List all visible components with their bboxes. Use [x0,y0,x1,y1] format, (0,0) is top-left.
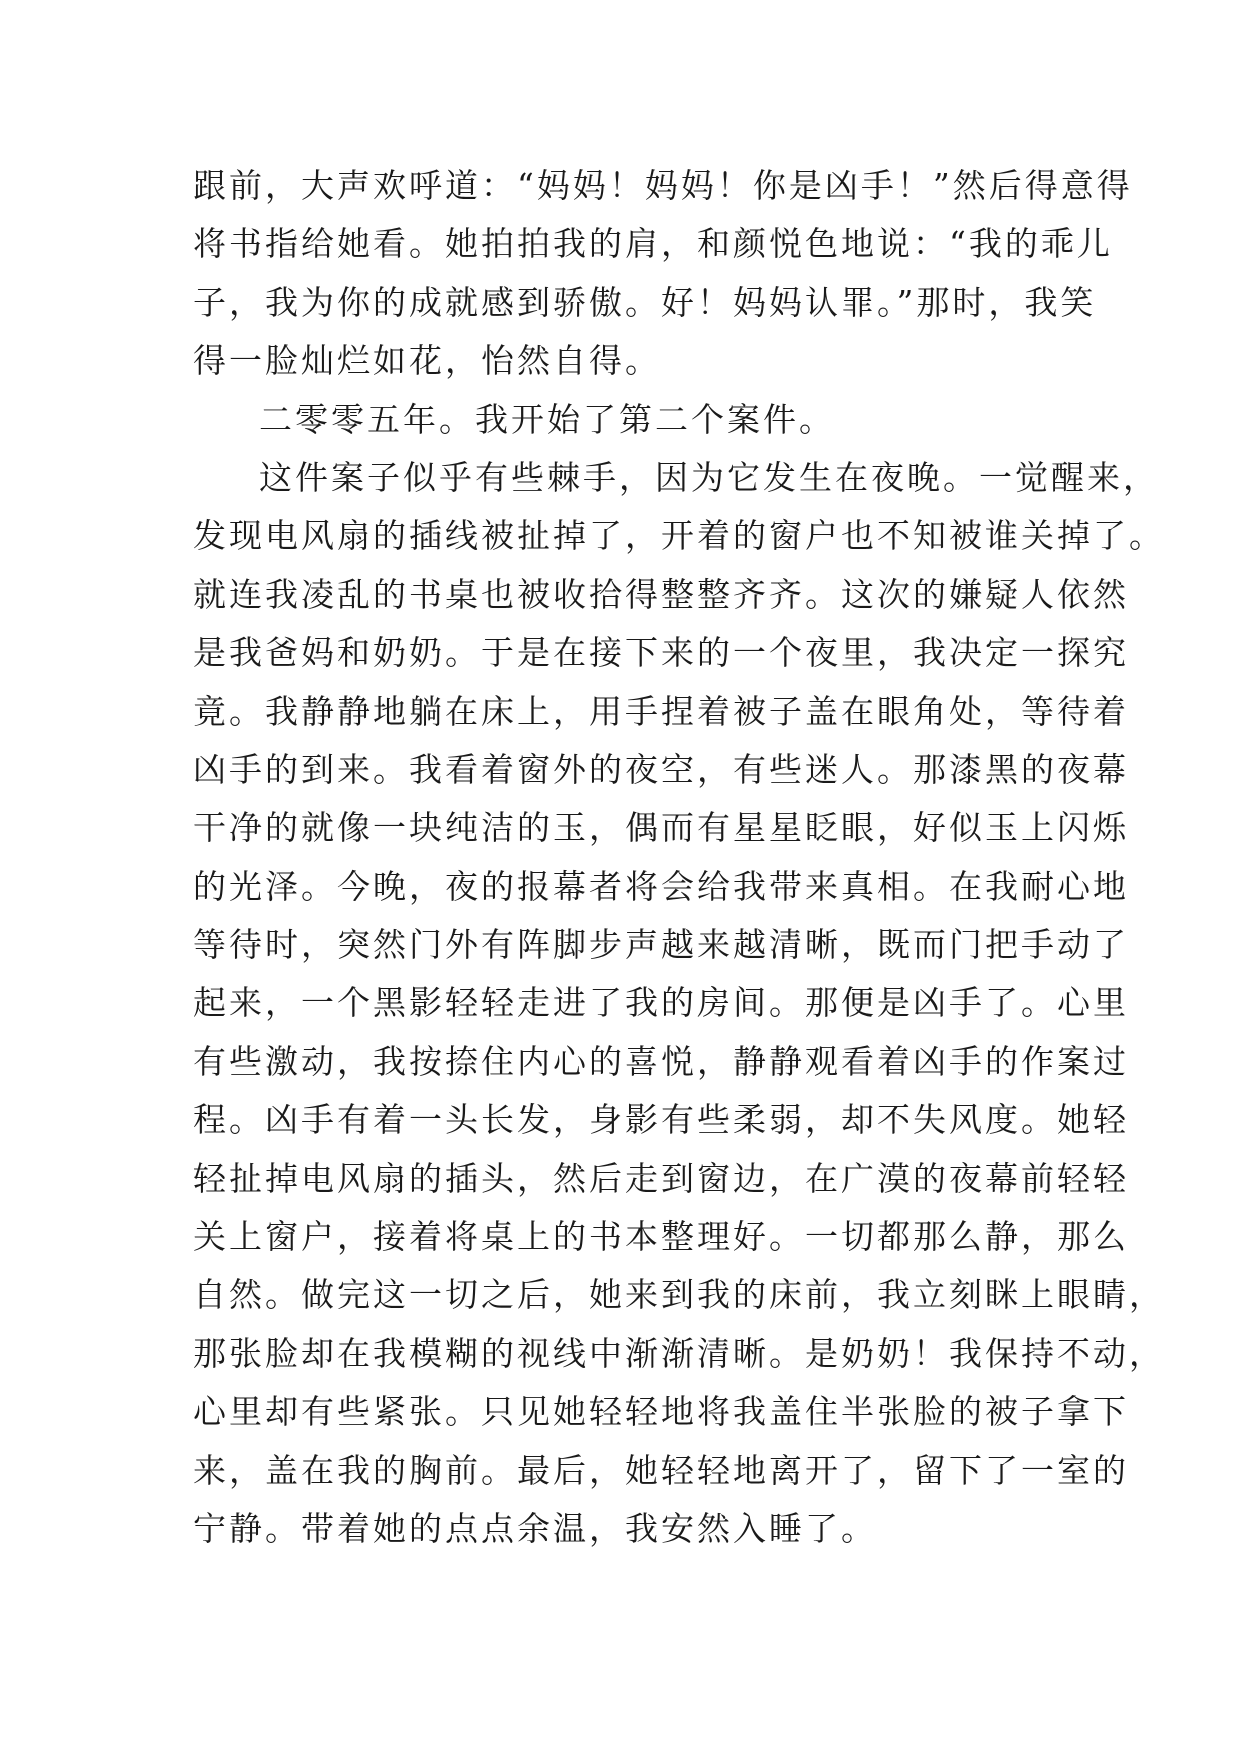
text-line: 程。凶手有着一头长发，身影有些柔弱，却不失风度。她轻 [193,1100,1129,1140]
text-line: 自然。做完这一切之后，她来到我的床前，我立刻眯上眼睛， [193,1275,1165,1315]
text-line: 关上窗户，接着将桌上的书本整理好。一切都那么静，那么 [193,1217,1129,1257]
text-line: 的光泽。今晚，夜的报幕者将会给我带来真相。在我耐心地 [193,866,1129,906]
text-line: 跟前，大声欢呼道：“妈妈！妈妈！你是凶手！”然后得意得 [193,166,1133,205]
text-line: 那张脸却在我模糊的视线中渐渐清晰。是奶奶！我保持不动， [193,1333,1165,1373]
text-line: 来，盖在我的胸前。最后，她轻轻地离开了，留下了一室的 [193,1450,1129,1490]
text-line: 干净的就像一块纯洁的玉，偶而有星星眨眼，好似玉上闪烁 [193,808,1129,848]
text-line: 凶手的到来。我看着窗外的夜空，有些迷人。那漆黑的夜幕 [193,749,1129,789]
text-line: 心里却有些紧张。只见她轻轻地将我盖住半张脸的被子拿下 [193,1392,1129,1432]
text-line: 竟。我静静地躺在床上，用手捏着被子盖在眼角处，等待着 [193,691,1129,731]
text-line: 有些激动，我按捺住内心的喜悦，静静观看着凶手的作案过 [193,1041,1129,1081]
text-line: 就连我凌乱的书桌也被收拾得整整齐齐。这次的嫌疑人依然 [193,574,1129,614]
text-line: 轻扯掉电风扇的插头，然后走到窗边，在广漠的夜幕前轻轻 [193,1158,1129,1198]
text-line: 子，我为你的成就感到骄傲。好！妈妈认罪。”那时，我笑 [193,282,1097,322]
text-line: 发现电风扇的插线被扯掉了，开着的窗户也不知被谁关掉了。 [193,516,1165,556]
text-line: 宁静。带着她的点点余温，我安然入睡了。 [193,1508,877,1548]
text-line: 得一脸灿烂如花，怡然自得。 [193,341,661,381]
body-text [193,157,1165,1558]
text-line: 是我爸妈和奶奶。于是在接下来的一个夜里，我决定一探究 [193,633,1129,673]
text-line: 等待时，突然门外有阵脚步声越来越清晰，既而门把手动了 [193,925,1129,965]
text-line: 将书指给她看。她拍拍我的肩，和颜悦色地说：“我的乖儿 [193,224,1113,264]
text-line: 二零零五年。我开始了第二个案件。 [259,399,835,439]
text-line: 起来，一个黑影轻轻走进了我的房间。那便是凶手了。心里 [193,983,1129,1023]
text-line: 这件案子似乎有些棘手，因为它发生在夜晚。一觉醒来， [259,457,1159,497]
